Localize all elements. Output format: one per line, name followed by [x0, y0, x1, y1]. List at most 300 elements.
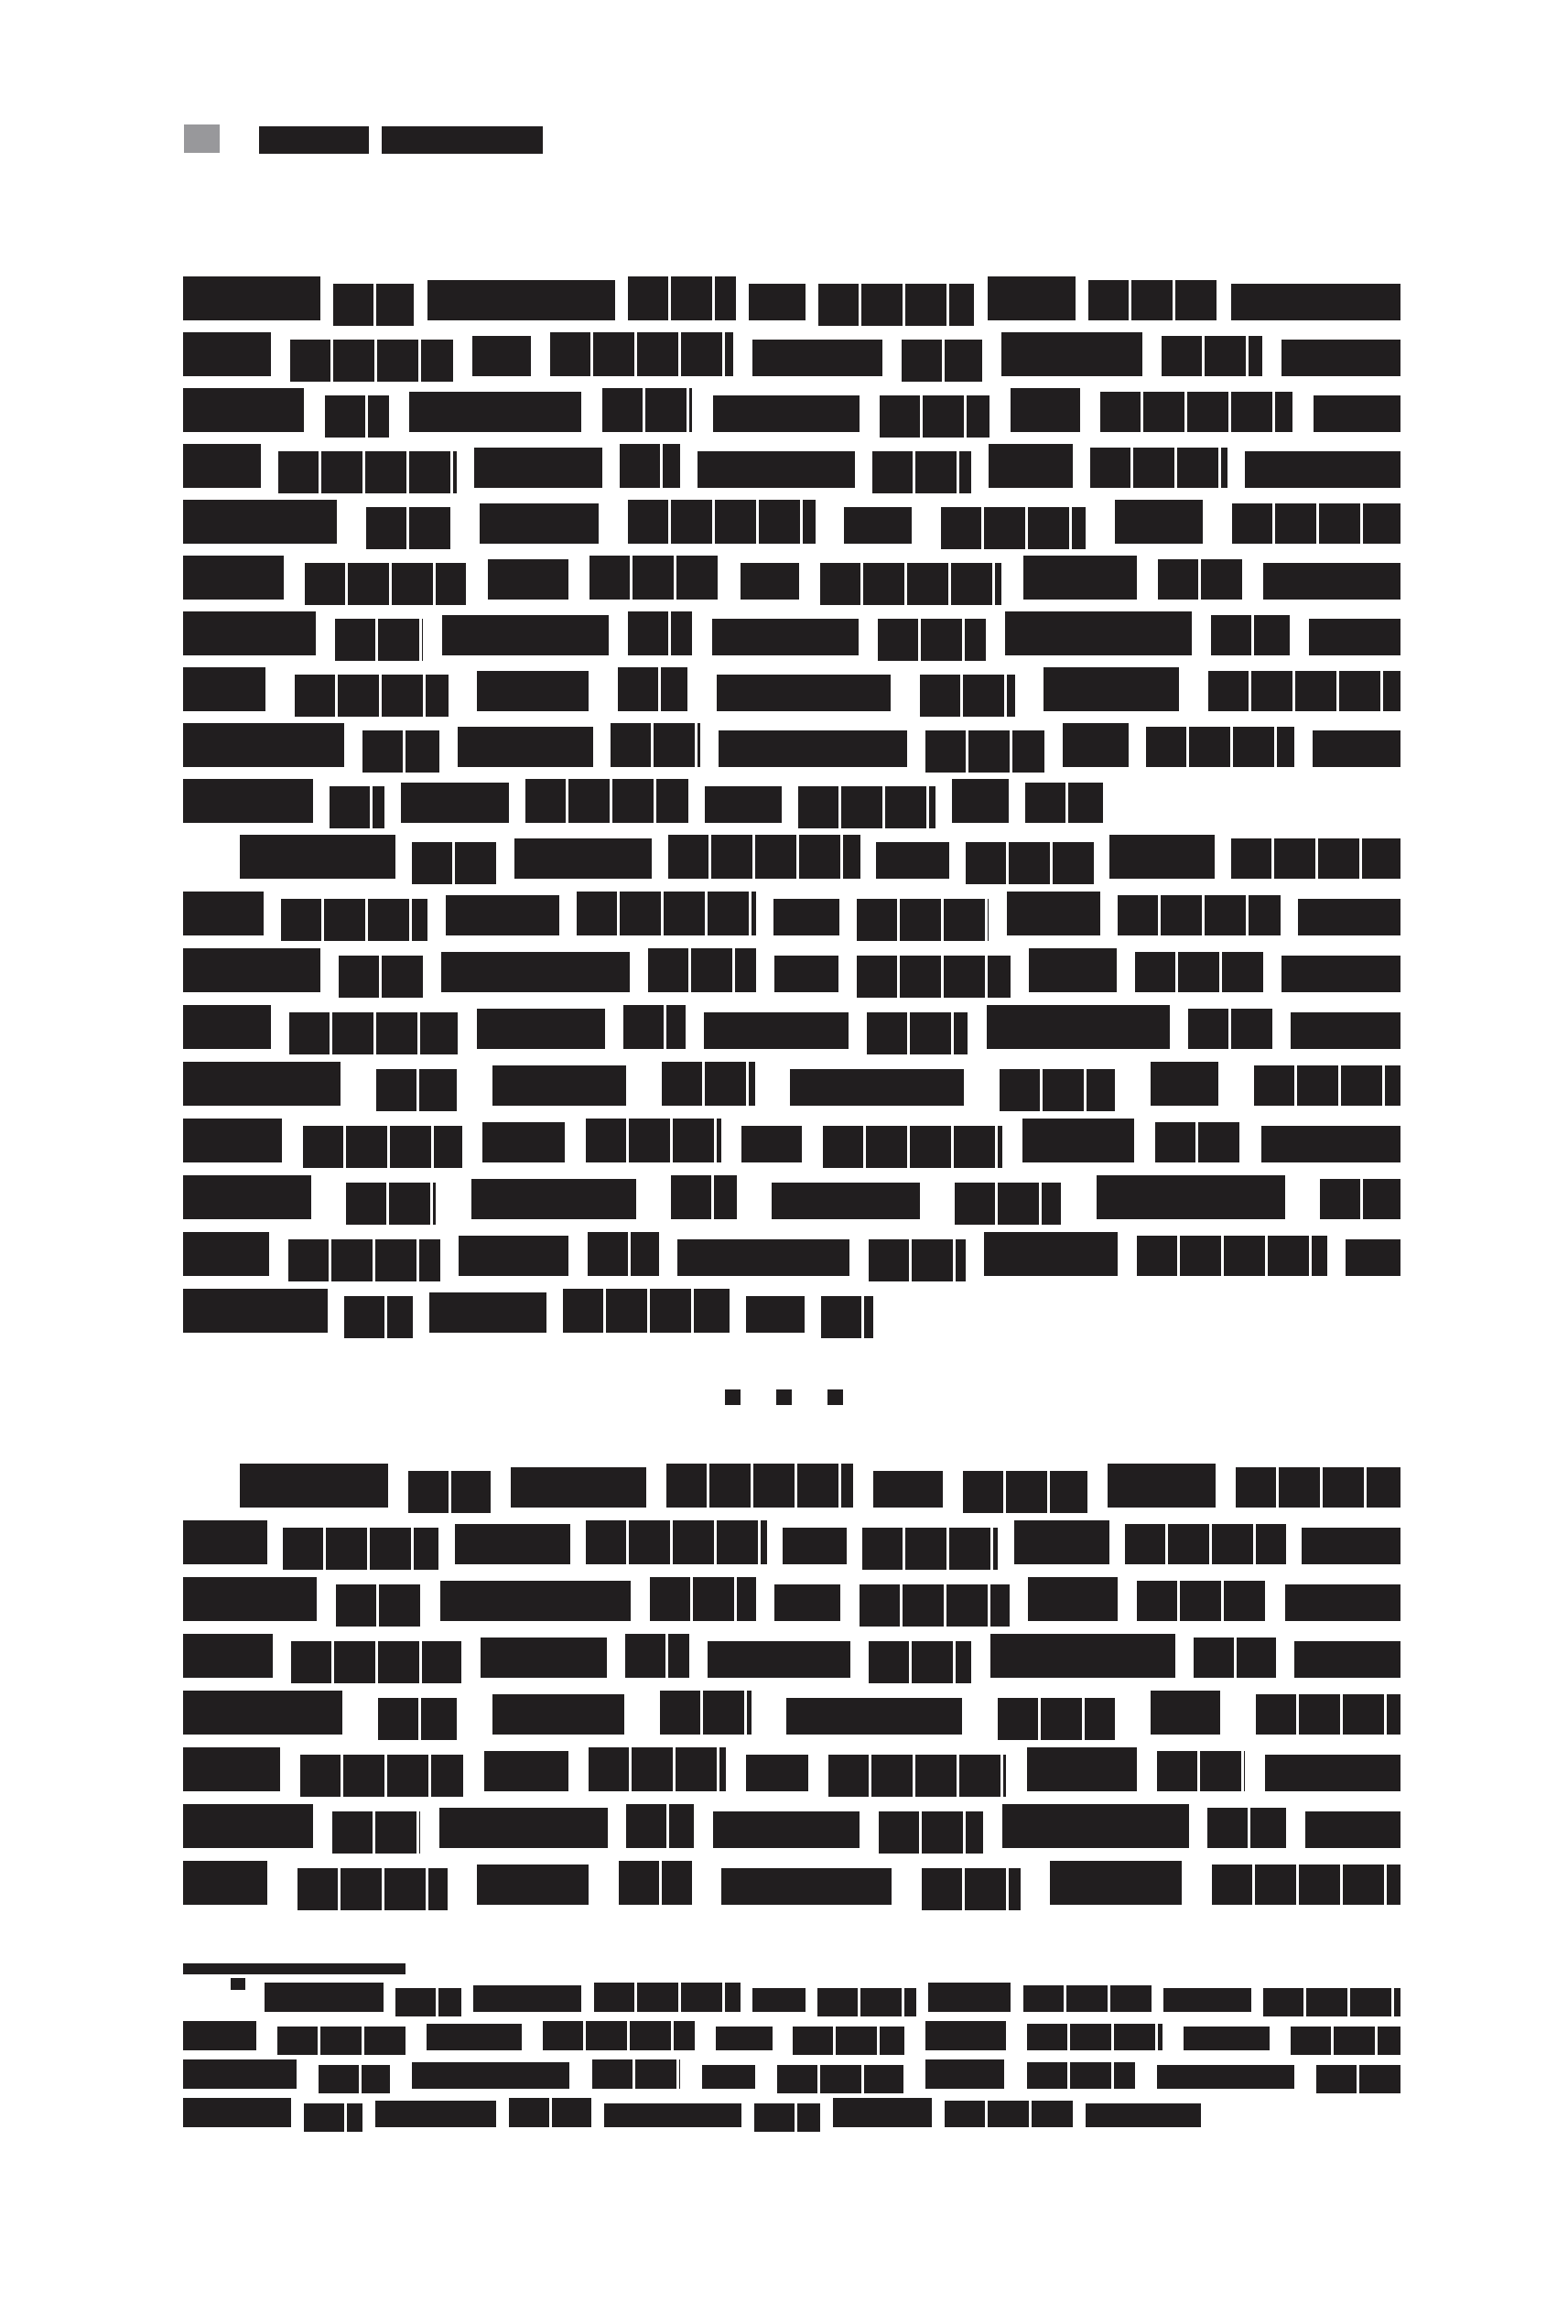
running-title-block [259, 126, 369, 154]
word-block [963, 1471, 1087, 1513]
word-block [1281, 956, 1400, 992]
word-block [577, 892, 756, 935]
word-block [662, 1062, 755, 1106]
word-block [1108, 1464, 1216, 1508]
word-block [1263, 563, 1400, 600]
word-block [375, 2101, 496, 2127]
word-block [339, 956, 423, 998]
word-block [879, 1811, 983, 1854]
word-block [1146, 727, 1294, 767]
word-block [543, 2021, 695, 2050]
word-block [1109, 835, 1215, 879]
word-block [362, 730, 439, 773]
word-block [291, 1641, 461, 1683]
word-block [1245, 451, 1400, 488]
word-block [628, 276, 736, 320]
word-block [604, 2103, 741, 2127]
word-block [1000, 1069, 1115, 1111]
text-line [183, 956, 1400, 992]
word-block [1155, 1122, 1241, 1162]
word-block [749, 284, 806, 320]
word-block [984, 1232, 1118, 1276]
text-line [183, 619, 1400, 655]
word-block [455, 1524, 570, 1564]
word-block [945, 2101, 1073, 2127]
word-block [594, 1983, 741, 2012]
word-block [183, 2021, 256, 2050]
word-block [902, 340, 982, 382]
word-block [869, 1641, 971, 1683]
word-block [1027, 2062, 1135, 2089]
word-block [446, 895, 559, 935]
word-block [1007, 892, 1100, 935]
footnote-marker [231, 1978, 245, 1990]
word-block [1028, 1577, 1118, 1621]
word-block [183, 611, 316, 655]
text-line [183, 1239, 1400, 1276]
word-block [477, 671, 589, 711]
text-line [240, 1471, 1400, 1508]
word-block [1097, 1175, 1285, 1219]
word-block [183, 276, 320, 320]
word-block [1125, 1524, 1286, 1564]
word-block [820, 563, 1001, 605]
word-block [439, 1808, 608, 1848]
word-block [1285, 1584, 1400, 1621]
word-block [300, 1755, 463, 1797]
word-block [412, 2062, 569, 2089]
word-block [492, 1065, 626, 1106]
word-block [183, 1062, 341, 1106]
word-block [1231, 838, 1400, 879]
word-block [472, 336, 531, 376]
word-block [611, 723, 700, 767]
word-block [183, 1577, 317, 1621]
word-block [922, 1868, 1021, 1910]
word-block [592, 2059, 680, 2089]
word-block [833, 2098, 932, 2127]
word-block [378, 1698, 457, 1740]
text-line [183, 1698, 1400, 1735]
word-block [705, 786, 782, 823]
word-block [1305, 1811, 1400, 1848]
word-block [484, 1751, 568, 1791]
word-block [336, 1584, 422, 1627]
word-block [823, 1126, 1002, 1168]
word-block [183, 1520, 267, 1564]
word-block [473, 1985, 581, 2012]
text-line [183, 284, 1400, 320]
word-block [1137, 1236, 1327, 1276]
word-block [289, 1012, 458, 1054]
word-block [752, 340, 882, 376]
word-block [928, 1983, 1011, 2012]
word-block [783, 1528, 847, 1564]
word-block [1005, 611, 1192, 655]
word-block [746, 1296, 805, 1333]
word-block [798, 786, 935, 828]
word-block [277, 2027, 406, 2055]
word-block [332, 1811, 420, 1854]
text-line [183, 1811, 1400, 1848]
text-line [183, 730, 1400, 767]
word-block [790, 1069, 964, 1106]
text-line [183, 1069, 1400, 1106]
word-block [183, 1634, 273, 1678]
word-block [668, 835, 860, 879]
word-block [713, 1811, 860, 1848]
word-block [319, 2065, 390, 2093]
word-block [793, 2027, 904, 2055]
word-block [471, 1179, 636, 1219]
word-block [1314, 395, 1400, 432]
word-block [1023, 556, 1137, 600]
word-block [1023, 1985, 1152, 2012]
word-block [183, 444, 261, 488]
word-block [290, 340, 453, 382]
asterisk-block [725, 1389, 741, 1405]
text-line [183, 1641, 1400, 1678]
word-block [1044, 667, 1179, 711]
text-line [183, 507, 1400, 544]
word-block [183, 1861, 267, 1905]
word-block [1088, 280, 1218, 320]
word-block [412, 842, 499, 884]
word-block [677, 1239, 849, 1276]
word-block [288, 1239, 440, 1281]
word-block [1151, 1062, 1218, 1106]
word-block [925, 2059, 1004, 2089]
text-line [240, 842, 1400, 879]
word-block [625, 1634, 689, 1678]
text-line [183, 340, 1400, 376]
word-block [628, 611, 692, 655]
word-block [458, 727, 593, 767]
word-block [346, 1183, 436, 1225]
word-block [183, 779, 313, 823]
word-block [1313, 730, 1400, 767]
word-block [442, 615, 609, 655]
word-block [955, 1183, 1061, 1225]
word-block [482, 1122, 565, 1162]
word-block [586, 1119, 721, 1162]
word-block [1320, 1179, 1400, 1219]
word-block [702, 2065, 755, 2089]
word-block [772, 1183, 920, 1219]
word-block [1184, 2027, 1270, 2050]
word-block [719, 730, 907, 767]
text-line [183, 1183, 1400, 1219]
word-block [401, 783, 509, 823]
text-line [183, 451, 1400, 488]
word-block [1163, 1988, 1251, 2012]
word-block [240, 835, 395, 879]
word-block [477, 1865, 589, 1905]
word-block [1086, 2103, 1201, 2127]
word-block [183, 1804, 313, 1848]
word-block [1291, 1012, 1400, 1049]
word-block [941, 507, 1086, 549]
word-block [1291, 2027, 1400, 2055]
word-block [817, 1988, 916, 2016]
word-block [1208, 671, 1400, 711]
word-block [330, 786, 384, 828]
word-block [183, 667, 265, 711]
word-block [966, 842, 1094, 884]
text-line [183, 395, 1400, 432]
word-block [183, 892, 264, 935]
word-block [429, 1292, 546, 1333]
word-block [303, 1126, 462, 1168]
word-block [746, 1755, 808, 1791]
word-block [1188, 1009, 1272, 1049]
word-block [1298, 899, 1400, 935]
word-block [183, 1119, 282, 1162]
word-block [1211, 615, 1290, 655]
word-block [183, 332, 271, 376]
word-block [509, 2098, 591, 2127]
word-block [297, 1868, 448, 1910]
word-block [704, 1012, 849, 1049]
word-block [862, 1528, 998, 1570]
word-block [1232, 503, 1400, 544]
word-block [716, 2027, 773, 2050]
word-block [1212, 1865, 1400, 1905]
word-block [878, 619, 986, 661]
word-block [741, 1126, 802, 1162]
word-block [183, 1691, 342, 1735]
word-block [514, 838, 652, 879]
word-block [1207, 1808, 1286, 1848]
word-block [240, 1464, 388, 1508]
text-line [183, 2065, 1400, 2089]
word-block [305, 563, 466, 605]
text-line [265, 1988, 1400, 2012]
word-block [828, 1755, 1006, 1797]
word-block [477, 1009, 605, 1049]
word-block [265, 1983, 384, 2012]
word-block [427, 280, 615, 320]
text-line [183, 1584, 1400, 1621]
word-block [1090, 448, 1227, 488]
word-block [183, 556, 284, 600]
word-block [325, 395, 389, 438]
word-block [1029, 948, 1117, 992]
word-block [333, 284, 414, 326]
word-block [1261, 1126, 1400, 1162]
word-block [183, 1175, 311, 1219]
text-line [183, 1012, 1400, 1049]
word-block [860, 1584, 1010, 1627]
word-block [586, 1520, 767, 1564]
word-block [441, 952, 630, 992]
word-block [648, 948, 756, 992]
word-block [1063, 723, 1129, 767]
running-title-block [382, 126, 543, 154]
word-block [602, 388, 692, 432]
word-block [867, 1012, 968, 1054]
asterisk-block [776, 1389, 792, 1405]
word-block [183, 500, 337, 544]
word-block [925, 2021, 1006, 2050]
text-line [183, 2027, 1400, 2050]
word-block [1027, 1747, 1137, 1791]
word-block [754, 2103, 820, 2132]
word-block [628, 500, 816, 544]
word-block [183, 1005, 271, 1049]
word-block [183, 2059, 297, 2089]
word-block [774, 1584, 840, 1621]
word-block [1001, 332, 1142, 376]
word-block [1151, 1691, 1220, 1735]
word-block [1256, 1694, 1400, 1735]
word-block [1302, 1528, 1400, 1564]
word-block [183, 948, 320, 992]
text-line [183, 675, 1400, 711]
word-block [1137, 1581, 1267, 1621]
asterisk-block [827, 1389, 843, 1405]
text-line [183, 1296, 873, 1333]
footnote-rule [183, 1963, 406, 1974]
text-line [183, 899, 1400, 935]
word-block [821, 1296, 873, 1338]
word-block [1014, 1520, 1109, 1564]
word-block [774, 956, 838, 992]
word-block [666, 1464, 853, 1508]
word-block [880, 395, 989, 438]
word-block [998, 1698, 1115, 1740]
word-block [481, 1638, 607, 1678]
word-block [626, 1804, 694, 1848]
word-block [474, 448, 602, 488]
word-block [1157, 2065, 1294, 2089]
word-block [650, 1577, 756, 1621]
word-block [708, 1641, 850, 1678]
word-block [281, 899, 427, 941]
word-block [563, 1289, 730, 1333]
word-block [1025, 783, 1103, 823]
word-block [335, 619, 423, 661]
word-block [952, 779, 1009, 823]
word-block [376, 1069, 457, 1111]
word-block [872, 451, 971, 493]
word-block [1100, 392, 1292, 432]
word-block [1265, 1755, 1400, 1791]
word-block [589, 556, 719, 600]
word-block [752, 1988, 806, 2012]
word-block [525, 779, 688, 823]
word-block [1309, 619, 1400, 655]
word-block [183, 2098, 291, 2127]
text-line [183, 1126, 1400, 1162]
word-block [440, 1581, 631, 1621]
word-block [550, 332, 733, 376]
word-block [857, 899, 989, 941]
word-block [717, 675, 891, 711]
word-block [989, 444, 1073, 488]
word-block [1157, 1751, 1245, 1791]
word-block [1236, 1467, 1400, 1508]
word-block [409, 392, 581, 432]
word-block [295, 675, 449, 717]
word-block [1118, 895, 1281, 935]
word-block [660, 1691, 752, 1735]
word-block [786, 1698, 962, 1735]
text-line [183, 1755, 1400, 1791]
word-block [1158, 559, 1242, 600]
word-block [1263, 1988, 1400, 2016]
word-block [492, 1694, 624, 1735]
word-block [869, 1239, 966, 1281]
word-block [459, 1236, 568, 1276]
word-block [1162, 336, 1262, 376]
word-block [480, 503, 599, 544]
text-line [183, 1528, 1400, 1564]
word-block [1011, 388, 1080, 432]
word-block [366, 507, 450, 549]
word-block [721, 1868, 892, 1905]
word-block [588, 1232, 659, 1276]
text-line [183, 786, 1103, 823]
text-line [183, 563, 1400, 600]
word-block [777, 2065, 903, 2093]
word-block [183, 388, 304, 432]
word-block [773, 899, 839, 935]
word-block [618, 667, 687, 711]
word-block [925, 730, 1044, 773]
word-block [1194, 1638, 1276, 1678]
word-block [857, 956, 1011, 998]
word-block [873, 1471, 943, 1508]
word-block [619, 1861, 692, 1905]
word-block [1316, 2065, 1400, 2093]
word-block [278, 451, 457, 493]
text-line [183, 2103, 1201, 2127]
word-block [920, 675, 1015, 717]
word-block [304, 2103, 362, 2132]
word-block [990, 1634, 1175, 1678]
word-block [344, 1296, 413, 1338]
word-block [818, 284, 974, 326]
word-block [395, 1988, 461, 2016]
word-block [589, 1747, 726, 1791]
word-block [183, 1232, 269, 1276]
word-block [1002, 1804, 1189, 1848]
word-block [623, 1005, 686, 1049]
word-block [671, 1175, 737, 1219]
word-block [1050, 1861, 1182, 1905]
word-block [1294, 1641, 1400, 1678]
word-block [1254, 1065, 1400, 1106]
word-block [1135, 952, 1263, 992]
word-block [1022, 1119, 1134, 1162]
word-block [876, 842, 949, 879]
word-block [1115, 500, 1203, 544]
word-block [987, 1005, 1170, 1049]
word-block [183, 723, 344, 767]
word-block [183, 1747, 280, 1791]
word-block [1281, 340, 1400, 376]
word-block [511, 1467, 646, 1508]
word-block [741, 563, 799, 600]
text-line [183, 1868, 1400, 1905]
word-block [620, 444, 680, 488]
word-block [427, 2024, 522, 2050]
word-block [488, 559, 568, 600]
word-block [283, 1528, 438, 1570]
word-block [844, 507, 912, 544]
word-block [183, 1289, 328, 1333]
